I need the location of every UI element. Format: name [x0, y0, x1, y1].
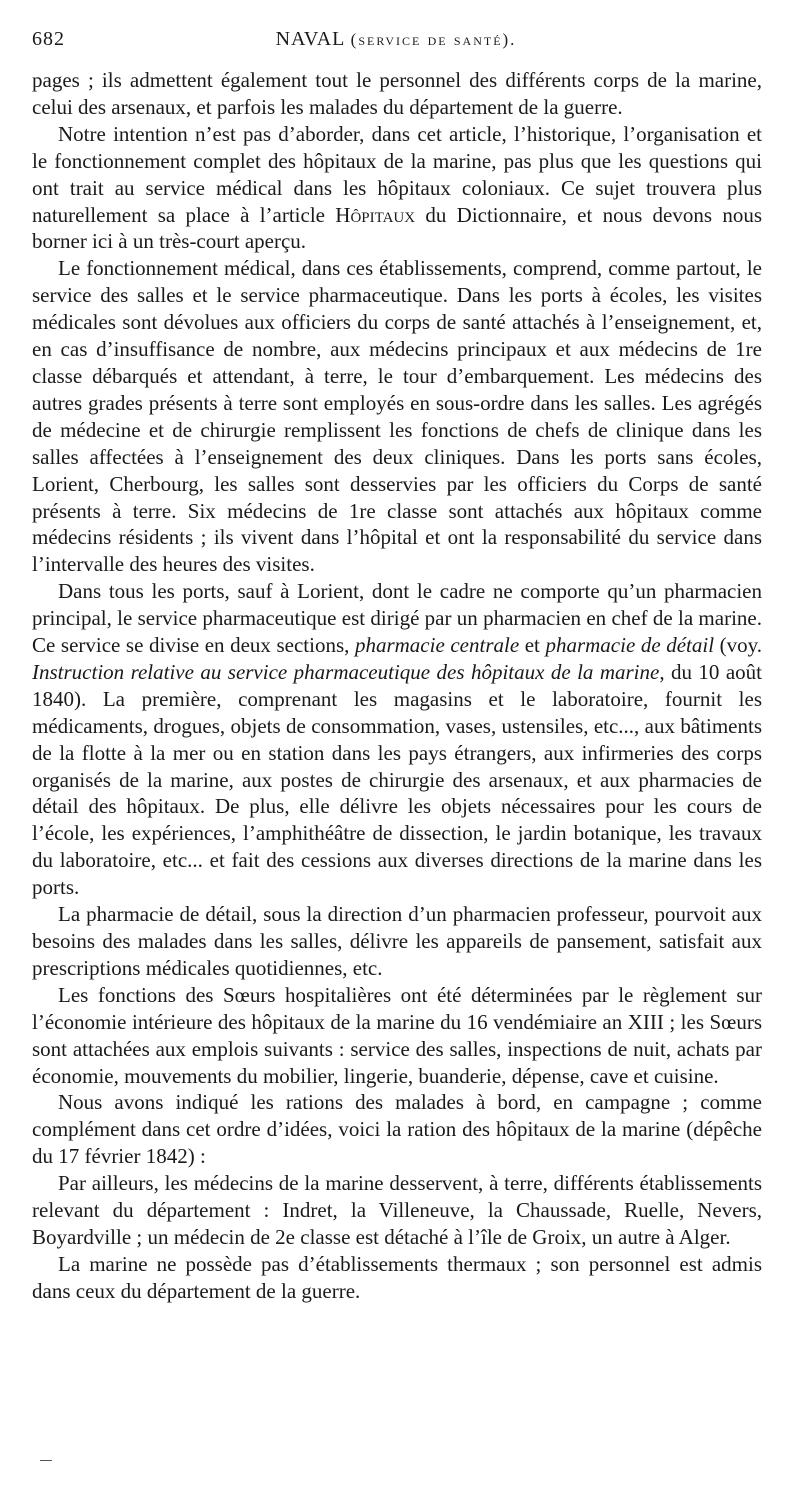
italic-citation: Instruction relative au service pharmaceutique des hôpitaux de la marine: [32, 659, 660, 684]
article-reference: Hôpitaux: [335, 202, 416, 227]
paragraph: Nous avons indiqué les rations des malades à bord, en campagne ; comme complément dans cet ordre d’idées, voici la ration des hôpitaux de la marine (dépêche du 17 février 1842) :: [32, 1090, 762, 1169]
running-head: [32, 28, 760, 60]
running-title: [32, 28, 760, 51]
paragraph-text: du Dictionnaire, et nous devons nous borner ici à un très-court aperçu.: [32, 202, 762, 254]
paragraph-text: (voy.: [714, 633, 762, 658]
italic-term: pharmacie de détail: [545, 633, 715, 658]
paragraph: pages ; ils admettent également tout le personnel des différents corps de la marine, celui des arsenaux, et parfois les malades du département de la guerre.: [32, 68, 762, 119]
paragraph: La marine ne possède pas d’établissements thermaux ; son personnel est admis dans ceux du département de la guerre.: [32, 1251, 762, 1303]
paragraph: [32, 578, 762, 901]
body-text: [32, 67, 762, 1305]
footer-mark: [40, 1460, 52, 1461]
paragraph: Par ailleurs, les médecins de la marine desservent, à terre, différents établissements relevant du département : Indret, la Villeneuve, la Chaussade, Ruelle, Nevers, Boyardville ; un médecin de 2e classe est détaché à l’île de Groix, un autre à Alger.: [32, 1171, 762, 1249]
paragraph-text: , du 10 août 1840). La première, comprenant les magasins et le laboratoire, fournit les médicaments, drogues, objets de consommation, vases, ustensiles, etc..., aux bâtiments de la flotte à la mer ou en station dans les pays étrangers, aux infirmeries des corps organisés de la marine, aux postes de chirurgie des arsenaux, et aux pharmacies de détail des hôpitaux. De plus, elle délivre les objets nécessaires pour les cours de l’école, les expériences, l’amphithéâtre de dissection, le jardin botanique, les travaux du laboratoire, etc... et fait des cessions aux diverses directions de la marine dans les ports.: [32, 659, 762, 900]
paragraph-text: et: [519, 633, 546, 658]
paragraph: Le fonctionnement médical, dans ces établissements, comprend, comme partout, le service des salles et le service pharmaceutique. Dans les ports à écoles, les visites médicales sont dévolues aux officiers du corps de santé attachés à l’enseignement, et, en cas d’insuffisance de nombre, aux médecins principaux et aux médecins de 1re classe débarqués et attendant, à terre, le tour d’embarquement. Les médecins des autres grades présents à terre sont employés en sous-ordre dans les salles. Les agrégés de médecine et de chirurgie remplissent les fonctions de chefs de clinique dans les salles affectées à l’enseignement des deux cliniques. Dans les ports sans écoles, Lorient, Cherbourg, les salles sont desservies par les officiers du Corps de santé présents à terre. Six médecins de 1re classe sont attachés aux hôpitaux comme médecins résidents ; ils vivent dans l’hôpital et ont la responsabilité du service dans l’intervalle des heures des visites.: [32, 256, 762, 577]
running-title-sub: (service de santé).: [350, 30, 517, 49]
page-number: 682: [32, 28, 65, 50]
running-title-main: NAVAL: [275, 28, 345, 50]
paragraph: [32, 121, 762, 256]
paragraph: La pharmacie de détail, sous la direction d’un pharmacien professeur, pourvoit aux besoins des malades dans les salles, délivre les appareils de pansement, satisfait aux prescriptions médicales quotidiennes, etc.: [32, 902, 762, 980]
paragraph-text: Dans tous les ports, sauf à Lorient, dont le cadre ne comporte qu’un pharmacien principal, le service pharmaceutique est dirigé par un pharmacien en chef de la marine. Ce service se divise en deux sections,: [32, 579, 762, 658]
paragraph: Les fonctions des Sœurs hospitalières ont été déterminées par le règlement sur l’économie intérieure des hôpitaux de la marine du 16 vendémiaire an XIII ; les Sœurs sont attachées aux emplois suivants : service des salles, inspections de nuit, achats par économie, mouvements du mobilier, lingerie, buanderie, dépense, cave et cuisine.: [32, 982, 762, 1088]
paragraph-text: Notre intention n’est pas d’aborder, dans cet article, l’historique, l’organisation et le fonctionnement complet des hôpitaux de la marine, pas plus que les questions qui ont trait au service médical dans les hôpitaux coloniaux. Ce sujet trouvera plus naturellement sa place à l’article: [32, 121, 762, 227]
italic-term: pharmacie centrale: [354, 633, 520, 658]
